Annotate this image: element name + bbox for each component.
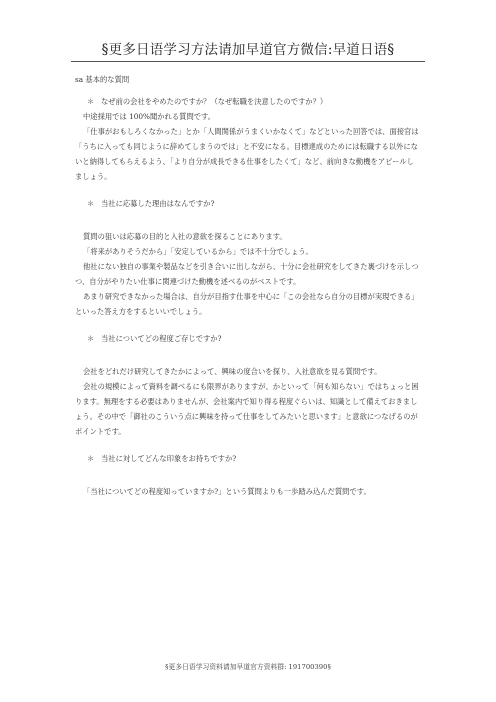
paragraph: 「将来がありそうだから」「安定しているから」では不十分でしょう。: [83, 247, 313, 256]
question-text: 当社に対してどんな印象をお持ちですか?: [101, 454, 237, 463]
paragraph: 会社の規模によって資料を調べるにも限界がありますが、かといって「何も知らない」ではちょっと困ります。無理をする必要はありませんが、会社案内で知り得る程度ぐらいは、知識として備えておきましょう。その中で「御社のこういう点に興味を持って仕事をしてみたいと思います」と意欲につなげるのがポイントです。: [75, 382, 419, 436]
question-text: 当社についてどの程度ご存じですか?: [101, 334, 222, 343]
question-text: 当社に応募した理由はなんですか?: [101, 199, 215, 208]
paragraph: 「当社についてどの程度知っていますか?」という質問よりも一歩踏み込んだ質問です。: [83, 487, 371, 496]
paragraph: あまり研究できなかった場合は、自分が目指す仕事を中心に「この会社なら自分の目標が実現できる」といった答え方をするといいでしょう。: [75, 292, 419, 316]
asterisk-icon: ＊: [87, 454, 95, 463]
asterisk-icon: ＊: [87, 199, 95, 208]
page-header: §更多日语学习方法请加早道官方微信:早道日语§: [101, 42, 395, 58]
paragraph: 他社にない独自の事業や製品などを引き合いに出しながら、十分に会社研究をしてきた裏づけを示しつつ、自分がやりたい仕事に関連づけた動機を述べるのがベストです。: [75, 262, 419, 286]
page-footer: §更多日语学习资料请加早道官方资料群: 191700390§: [165, 663, 331, 671]
asterisk-icon: ＊: [87, 334, 95, 343]
question-heading: [75, 451, 421, 466]
asterisk-icon: ＊: [87, 97, 95, 106]
section-heading: sa 基本的な質問: [75, 75, 130, 84]
question-heading: [75, 94, 421, 109]
paragraph: 中途採用では 100%聞かれる質問です。: [83, 112, 216, 121]
header-divider: [71, 61, 425, 62]
paragraph: 会社をどれだけ研究してきたかによって、興味の度合いを探り、入社意欲を見る質問です。: [83, 367, 382, 376]
paragraph: 「仕事がおもしろくなかった」とか「人間関係がうまくいかなくて」などといった回答では、面接官は「うちに入っても同じように辞めてしまうのでは」と不安になる。目標達成のためには転職する以外にないと納得してもらえるよう、「より自分が成長できる仕事をしたくて」など、前向きな動機をアピールしましょう。: [75, 127, 419, 181]
question-heading: [75, 196, 421, 211]
paragraph: 質問の狙いは応募の目的と入社の意欲を探ることにあります。: [83, 232, 287, 241]
document-body: [75, 72, 421, 499]
question-text: なぜ前の会社をやめたのですか？（なぜ転職を決意したのですか？）: [101, 97, 328, 106]
question-heading: [75, 331, 421, 346]
